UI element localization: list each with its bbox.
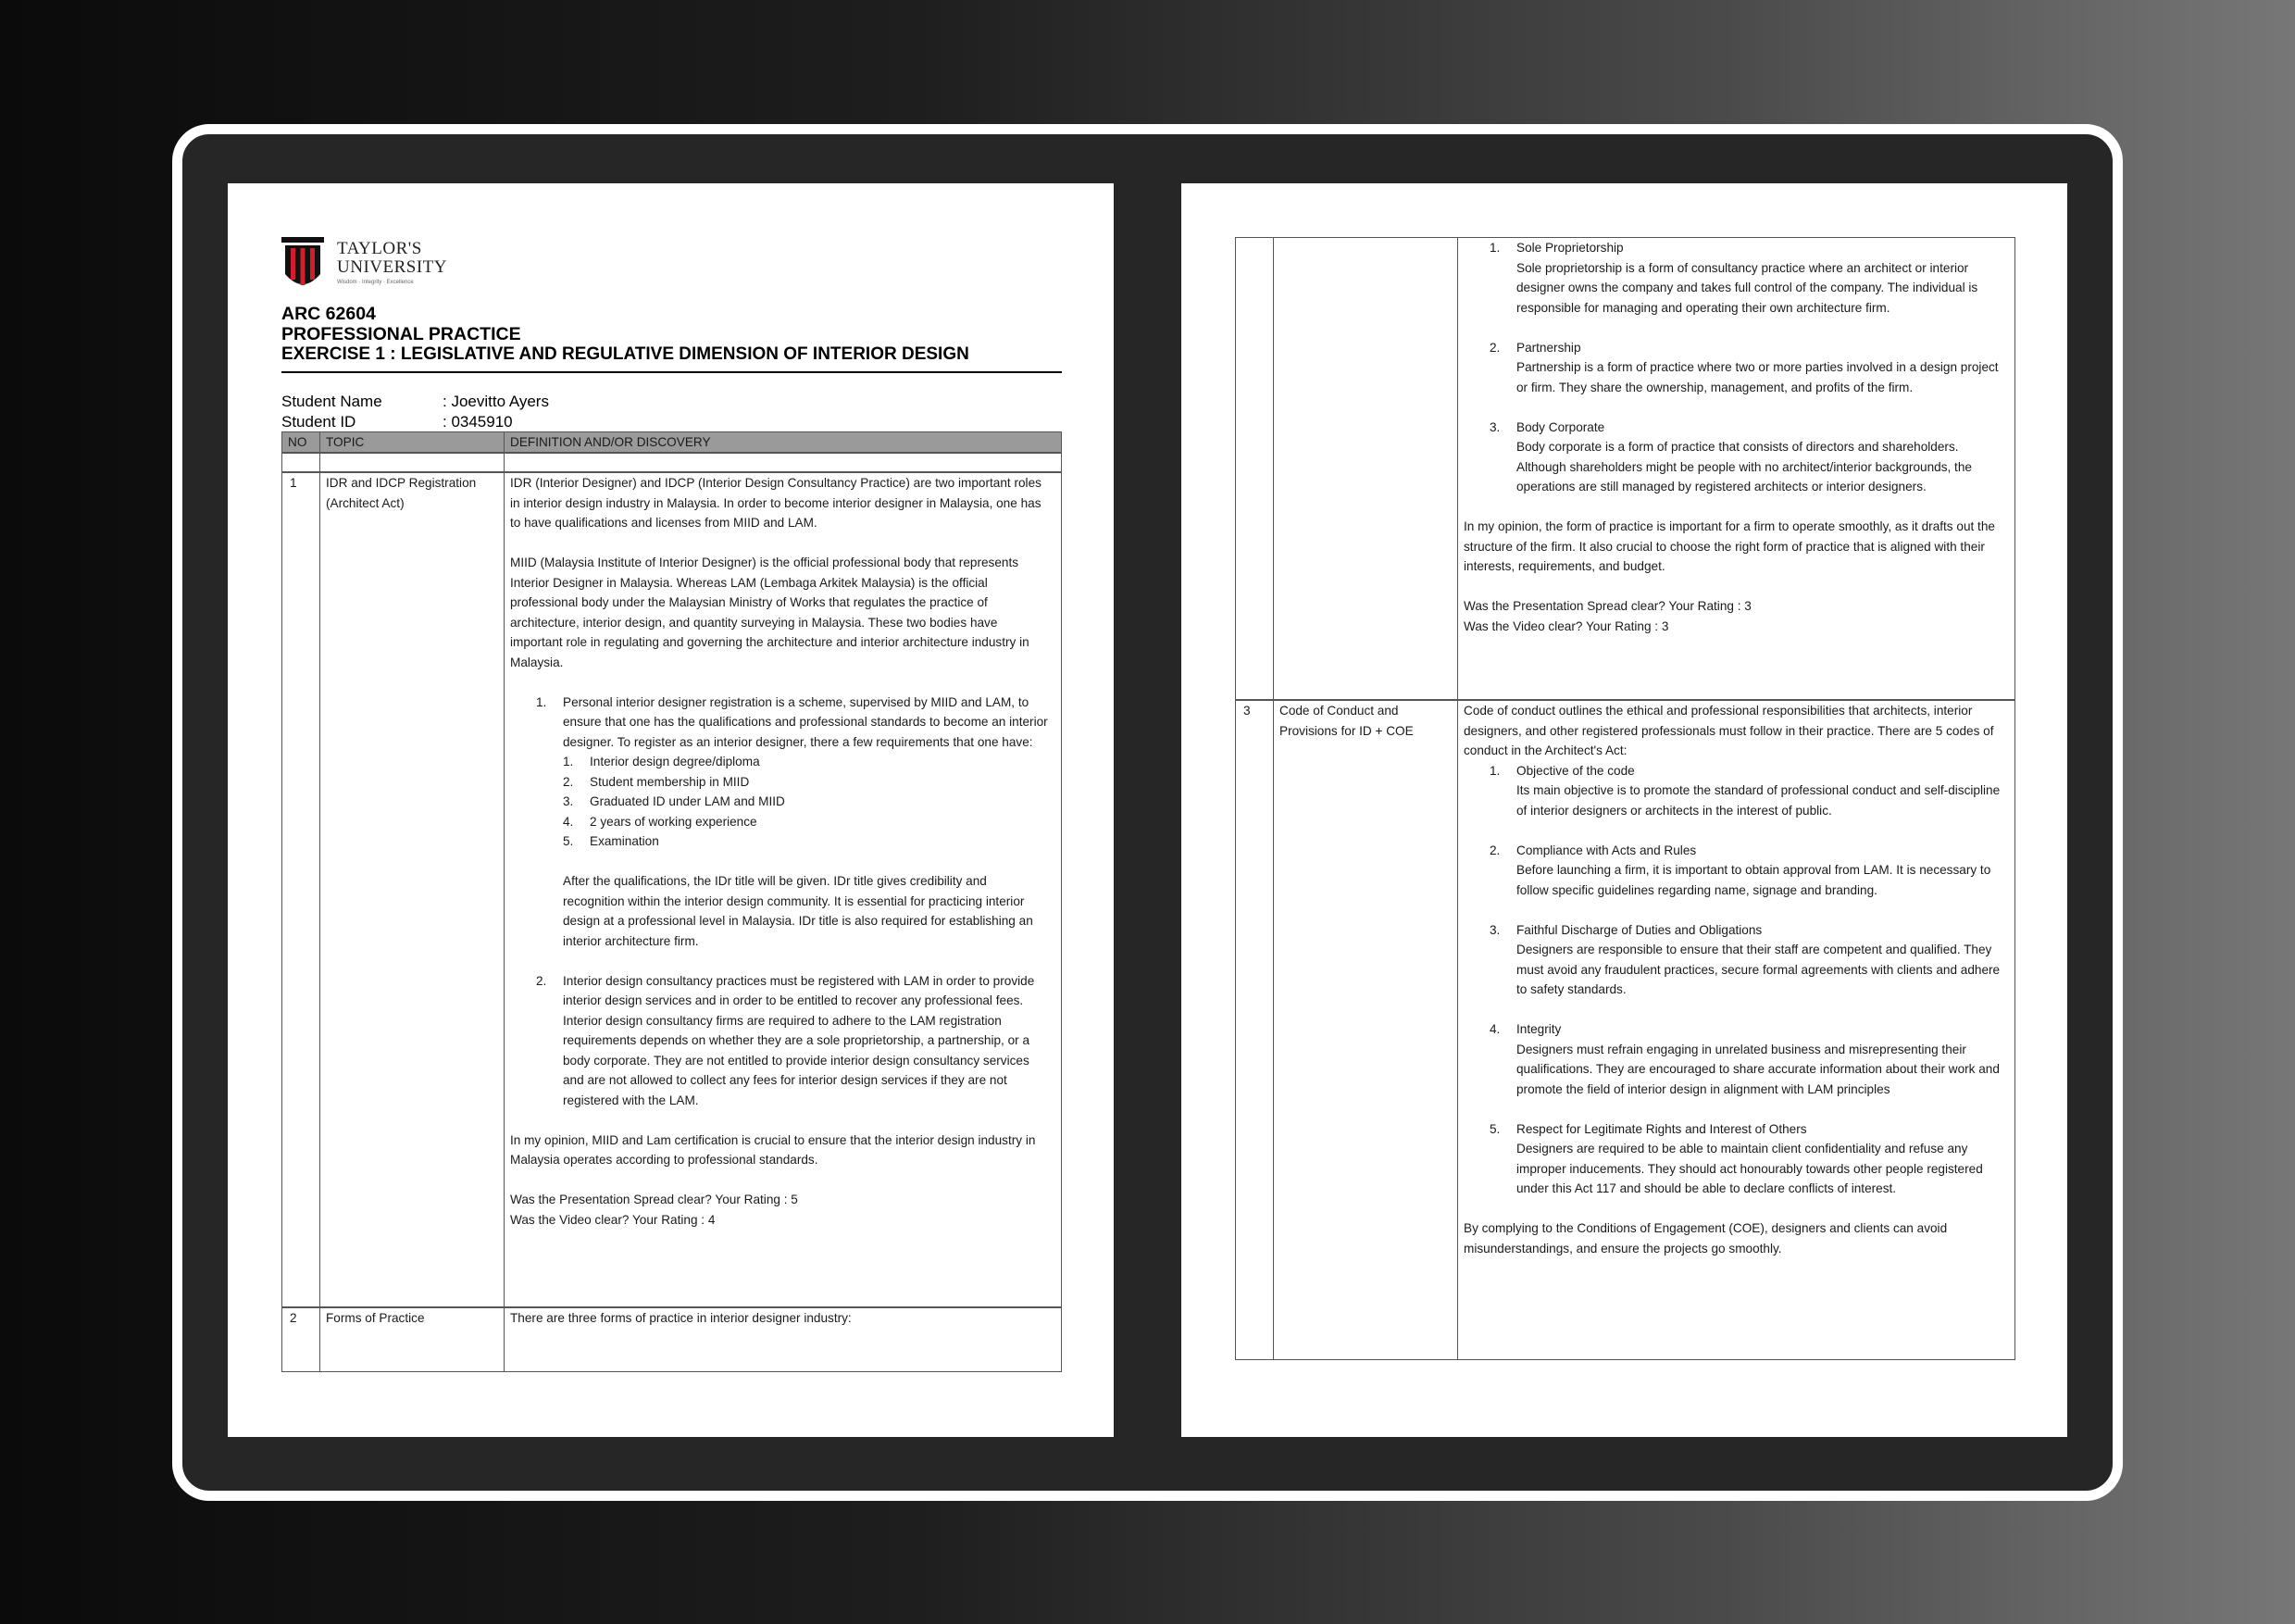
- exercise-title: EXERCISE 1 : LEGISLATIVE AND REGULATIVE DIMENSION OF INTERIOR DESIGN: [281, 344, 969, 364]
- list-item: [1490, 920, 2004, 1000]
- list-item-title: Integrity: [1516, 1022, 1562, 1036]
- student-id-value: : 0345910: [443, 413, 513, 431]
- list-item: [1490, 1019, 2004, 1099]
- requirement-number: 5.: [563, 834, 574, 848]
- list-number: 5.: [1490, 1121, 1501, 1136]
- col-topic-divider: [282, 432, 505, 1371]
- row2-opinion: In my opinion, the form of practice is important for a firm to operate smoothly, as it drafts out the structure of the firm. It also crucial to choose the right form of practice that is aligned with their interests, requirements, and budget.: [1464, 519, 1995, 573]
- list-number: 1.: [536, 694, 547, 709]
- list-number: 1.: [1490, 763, 1501, 778]
- col-topic-divider: [1236, 238, 1458, 1359]
- row2-rating-video: Was the Video clear? Your Rating : 3: [1464, 618, 1669, 633]
- list-number: 3.: [1490, 922, 1501, 937]
- list-number: 3.: [1490, 419, 1501, 434]
- document-page-1: [228, 183, 1114, 1437]
- list-item: [536, 971, 1051, 1111]
- course-code: ARC 62604: [281, 304, 376, 324]
- list-item-text: Partnership is a form of practice where two or more parties involved in a design project or firm. They share the ownership, management, and profits of the firm.: [1516, 360, 1999, 394]
- list-item-text: Before launching a firm, it is important to obtain approval from LAM. It is necessary to follow specific guidelines regarding name, signage and branding.: [1516, 863, 1991, 897]
- university-logo: [281, 237, 467, 294]
- list-item-text: Its main objective is to promote the standard of professional conduct and self-discipline of interior designers or architects in the interest of public.: [1516, 783, 2001, 818]
- list-item: [1490, 418, 2004, 497]
- requirement-number: 4.: [563, 814, 574, 829]
- list-item-title: Respect for Legitimate Rights and Interest of Others: [1516, 1121, 1807, 1136]
- row2-definition: [1464, 238, 2004, 636]
- requirement-item: [563, 772, 1051, 793]
- course-title: PROFESSIONAL PRACTICE: [281, 324, 521, 344]
- requirement-number: 3.: [563, 794, 574, 808]
- requirement-number: 1.: [563, 755, 574, 768]
- row3-closing: By complying to the Conditions of Engagement (COE), designers and clients can avoid misunderstandings, and ensure the projects go smoothly.: [1464, 1221, 1948, 1255]
- header-rule: [281, 371, 1062, 373]
- requirement-text: Interior design degree/diploma: [590, 755, 760, 768]
- list-item-title: Objective of the code: [1516, 763, 1635, 778]
- list-item-text: Designers are responsible to ensure that their staff are competent and qualified. They must avoid any fraudulent practices, secure formal agreements with clients and adhere to safety standards.: [1516, 943, 2001, 996]
- logo-text-line1: TAYLOR'S: [337, 239, 422, 258]
- student-name-row: [281, 393, 549, 411]
- discovery-table-continued: [1235, 237, 2015, 1360]
- row3-definition: [1464, 701, 2004, 1258]
- header-no: NO: [288, 435, 307, 449]
- header-topic: TOPIC: [326, 435, 365, 449]
- row2-intro: There are three forms of practice in interior designer industry:: [510, 1311, 852, 1325]
- list-item-text: Personal interior designer registration is a scheme, supervised by MIID and LAM, to ensure that one has the qualifications and professional standards to become an interior designer. To register as an interior designer, there a few requirements that one have:: [563, 694, 1048, 749]
- row1-rating-video: Was the Video clear? Your Rating : 4: [510, 1212, 716, 1227]
- list-item-title: Partnership: [1516, 340, 1581, 355]
- list-item: [1490, 761, 2004, 821]
- row3-intro: Code of conduct outlines the ethical and professional responsibilities that architects, interior designers, and other registered professionals must follow in their practice. There are 5 codes of conduct in the Architect's Act:: [1464, 704, 1994, 757]
- row1-opinion: In my opinion, MIID and Lam certification is crucial to ensure that the interior design industry in Malaysia operates according to professional standards.: [510, 1132, 1036, 1167]
- list-item: [1490, 338, 2004, 398]
- row3-no: 3: [1243, 704, 1251, 718]
- taylors-shield-icon: [281, 237, 324, 294]
- student-name-value: : Joevitto Ayers: [443, 393, 549, 410]
- list-item-title: Sole Proprietorship: [1516, 241, 1624, 255]
- list-item-text: After the qualifications, the IDr title will be given. IDr title gives credibility and recognition within the interior design community. It is essential for practicing interior design at a professional level in Malaysia. IDr title is also required for establishing an interior architecture firm.: [563, 874, 1033, 948]
- list-item-title: Compliance with Acts and Rules: [1516, 843, 1697, 857]
- list-item-text: Designers must refrain engaging in unrelated business and misrepresenting their qualifications. They are encouraged to share accurate information about their work and promote the field of interior design in alignment with LAM principles: [1516, 1042, 2000, 1096]
- list-item-text: Sole proprietorship is a form of consultancy practice where an architect or interior designer owns the company and takes full control of the company. The individual is responsible for managing and operating their own architecture firm.: [1516, 260, 1978, 315]
- logo-text-line2: UNIVERSITY: [337, 257, 447, 277]
- row2-topic: Forms of Practice: [326, 1311, 425, 1325]
- row3-topic: Code of Conduct and Provisions for ID + COE: [1279, 704, 1414, 738]
- list-item-title: Body Corporate: [1516, 419, 1605, 434]
- row1-no: 1: [290, 476, 297, 490]
- requirement-item: [563, 812, 1051, 832]
- row1-paragraph: MIID (Malaysia Institute of Interior Designer) is the official professional body that represents Interior Designer in Malaysia. Whereas LAM (Lembaga Arkitek Malaysia) is the official professional body under the Malaysian Ministry of Works that regulates the practice of architecture, interior design, and quantity surveying in Malaysia. These two bodies have important role in regulating and governing the architecture and interior architecture industry in Malaysia.: [510, 556, 1029, 669]
- student-name-label: Student Name: [281, 393, 382, 410]
- requirement-item: [563, 831, 1051, 852]
- requirement-text: Graduated ID under LAM and MIID: [590, 794, 785, 808]
- requirement-item: [563, 792, 1051, 812]
- requirement-number: 2.: [563, 774, 574, 789]
- list-number: 2.: [536, 973, 547, 988]
- row1-paragraph: IDR (Interior Designer) and IDCP (Interior Design Consultancy Practice) are two important roles in interior design industry in Malaysia. In order to become interior designer in Malaysia, one has to have qualifications and licenses from MIID and LAM.: [510, 476, 1041, 530]
- student-id-row: [281, 413, 513, 431]
- row2-rating-spread: Was the Presentation Spread clear? Your Rating : 3: [1464, 599, 1752, 613]
- header-definition: DEFINITION AND/OR DISCOVERY: [510, 435, 711, 449]
- logo-tagline: Wisdom · Integrity · Excellence: [337, 280, 414, 285]
- list-item: [536, 693, 1051, 952]
- requirement-text: 2 years of working experience: [590, 814, 757, 829]
- list-number: 4.: [1490, 1022, 1501, 1036]
- requirement-text: Student membership in MIID: [590, 774, 750, 789]
- row1-definition: [510, 473, 1051, 1230]
- student-id-label: Student ID: [281, 413, 356, 431]
- row1-rating-spread: Was the Presentation Spread clear? Your Rating : 5: [510, 1193, 798, 1206]
- row2-no: 2: [290, 1311, 297, 1325]
- requirement-text: Examination: [590, 834, 659, 848]
- list-item-text: Interior design consultancy practices must be registered with LAM in order to provide interior design services and in order to be entitled to recover any professional fees. Interior design consultancy firms are required to adhere to the LAM registration requirements depends on whether they are a sole proprietorship, a partnership, or a body corporate. They are not entitled to provide interior design consultancy services and are not allowed to collect any fees for interior design services if they are not registered with the LAM.: [563, 973, 1035, 1107]
- list-item-text: Designers are required to be able to maintain client confidentiality and refuse any improper inducements. They should act honourably towards other people registered under this Act 117 and should be able to declare conflicts of interest.: [1516, 1142, 1983, 1195]
- list-item: [1490, 841, 2004, 901]
- list-number: 2.: [1490, 340, 1501, 355]
- list-number: 1.: [1490, 241, 1501, 255]
- list-number: 2.: [1490, 843, 1501, 857]
- document-page-2: [1181, 183, 2067, 1437]
- requirement-item: [563, 752, 1051, 772]
- list-item-title: Faithful Discharge of Duties and Obligations: [1516, 922, 1763, 937]
- discovery-table: [281, 431, 1062, 1372]
- list-item: [1490, 1119, 2004, 1199]
- list-item: [1490, 238, 2004, 318]
- list-item-text: Body corporate is a form of practice that consists of directors and shareholders. Although shareholders might be people with no architect/interior backgrounds, the operations are still managed by registered architects or interior designers.: [1516, 440, 1972, 493]
- row1-topic: IDR and IDCP Registration (Architect Act): [326, 476, 477, 510]
